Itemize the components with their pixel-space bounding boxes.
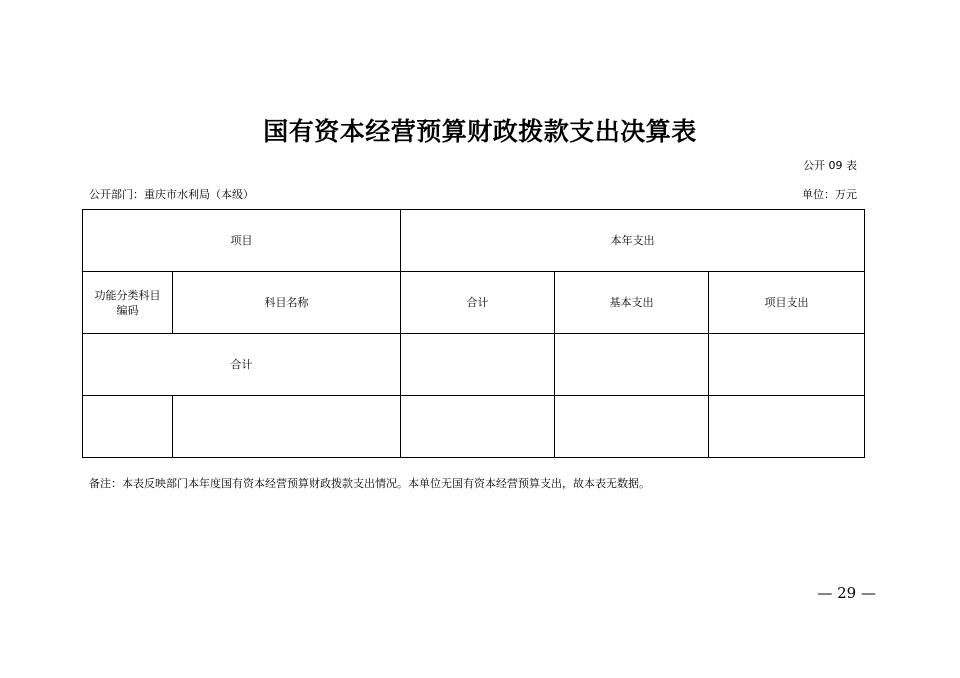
col-code-line1: 功能分类科目 [94,288,161,302]
unit-label: 单位：万元 [802,188,857,201]
table-subheader-row [83,272,865,334]
col-code-line2: 编码 [116,303,139,317]
header-current-year-cell: 本年支出 [401,210,865,272]
col-project-header: 项目支出 [709,272,865,334]
data-row-total [401,396,555,458]
col-basic-header: 基本支出 [555,272,709,334]
data-row-project [709,396,865,458]
header-item-cell: 项目 [83,210,401,272]
total-row-project [709,334,865,396]
table-row [83,396,865,458]
table-total-row [83,334,865,396]
table-note: 备注：本表反映部门本年度国有资本经营预算财政拨款支出情况。本单位无国有资本经营预算支出，故本表无数据。 [89,477,650,490]
table-header-row [83,210,865,272]
department-label: 公开部门：重庆市水利局（本级） [89,188,254,201]
total-row-basic [555,334,709,396]
page-title: 国有资本经营预算财政拨款支出决算表 [263,117,697,146]
total-row-label: 合计 [83,334,401,396]
col-total-header: 合计 [401,272,555,334]
data-row-name [173,396,401,458]
total-row-total [401,334,555,396]
form-code: 公开 09 表 [803,159,857,172]
data-row-code [83,396,173,458]
data-row-basic [555,396,709,458]
expenditure-table [82,209,865,458]
col-code-header [83,272,173,334]
col-name-header: 科目名称 [173,272,401,334]
page-number: — 29 — [817,584,876,602]
